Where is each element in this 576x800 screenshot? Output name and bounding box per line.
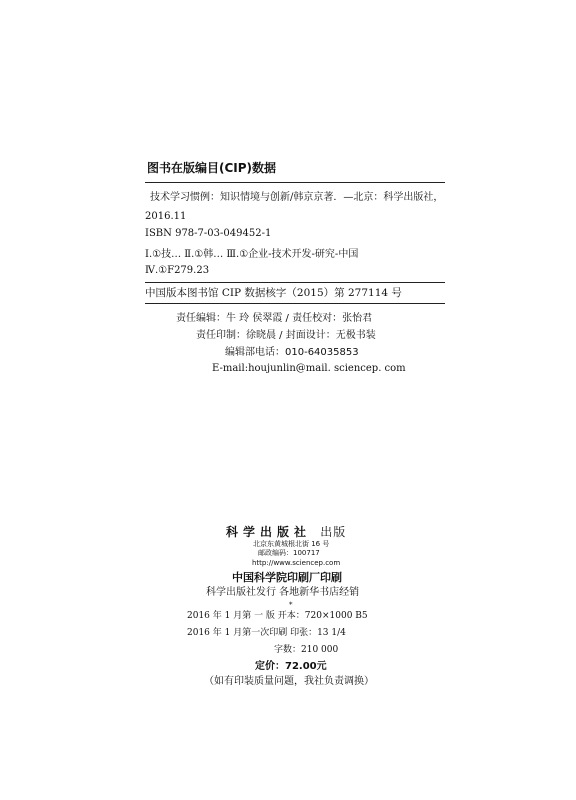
publisher-website: http://www.sciencep.com [252,559,341,567]
cip-csn-number: 中国版本图书馆 CIP 数据核字（2015）第 277114 号 [145,287,402,299]
cip-bottom-rule [145,303,445,304]
publisher-suffix: 出版 [320,525,347,539]
edition-info: 2016 年 1 月第 一 版 开本：720×1000 B5 [187,611,368,621]
cip-top-rule [145,182,445,183]
print-and-cover-credits: 责任印制：徐晓晨 / 封面设计：无极书装 [196,330,376,341]
impression-info: 2016 年 1 月第一次印刷 印张：13 1/4 [187,628,346,638]
cip-line-date: 2016.11 [145,211,187,222]
publisher-address: 北京东黄城根北街 16 号 [253,540,330,548]
publisher-zip: 邮政编码：100717 [258,549,320,557]
publisher-name [226,526,346,538]
editorial-email: E-mail:houjunlin@mail. sciencep. com [212,363,406,374]
quality-notice: （如有印装质量问题，我社负责调换） [204,676,374,687]
responsible-editors: 责任编辑：牛 玲 侯翠霞 / 责任校对：张怡君 [176,313,373,324]
cip-title: 图书在版编目(CIP)数据 [147,161,277,175]
word-count: 字数：210 000 [274,645,339,655]
cip-line-classification: Ⅳ.①F279.23 [145,265,210,276]
cip-line-subjects: Ⅰ.①技… Ⅱ.①韩… Ⅲ.①企业-技术开发-研究-中国 [145,249,359,260]
printer-name: 中国科学院印刷厂印刷 [232,571,342,584]
cip-middle-rule [145,282,445,283]
publisher-name-text: 科学出版社 [226,525,312,539]
editorial-phone: 编辑部电话：010-64035853 [225,347,359,358]
price: 定价：72.00元 [255,661,327,672]
cip-line-title: 技术学习惯例：知识情境与创新/韩京京著．—北京：科学出版社， [150,192,444,203]
separator-star: * [289,601,293,609]
cip-line-isbn: ISBN 978-7-03-049452-1 [145,228,272,239]
distribution-info: 科学出版社发行 各地新华书店经销 [206,587,360,598]
